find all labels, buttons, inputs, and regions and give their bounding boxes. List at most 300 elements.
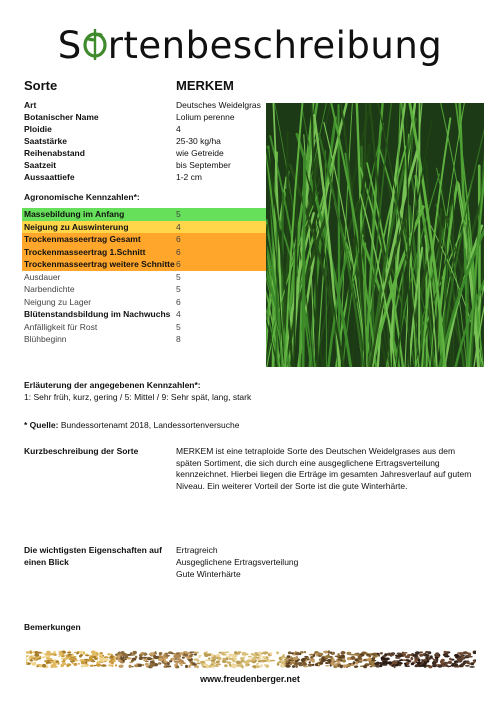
seed-grain [139, 657, 143, 660]
seed-grain [167, 662, 170, 665]
agronomic-value: 8 [176, 334, 181, 344]
seed-grain [325, 655, 330, 658]
property-row [24, 123, 264, 135]
property-row [24, 147, 264, 159]
seed-grain [153, 655, 156, 659]
seed-grain [216, 661, 220, 663]
seed-grain [67, 654, 72, 656]
seed-grain [75, 659, 77, 661]
seed-grain [198, 655, 200, 658]
seed-grain [76, 652, 79, 655]
agronomic-label: Massebildung im Anfang [24, 209, 125, 219]
seed-grain [33, 662, 36, 664]
seed-grain [250, 660, 253, 662]
seed-grain [232, 665, 237, 668]
seed-grain [466, 660, 470, 664]
seed-grain [145, 663, 149, 666]
seed-grain [258, 652, 262, 655]
seed-grain [100, 660, 105, 662]
seed-grain [91, 660, 95, 662]
seed-grain [52, 664, 56, 666]
seed-grain [107, 653, 111, 655]
seed-grain [201, 661, 205, 663]
seed-grain [151, 663, 155, 665]
seed-grain [454, 663, 458, 666]
seed-grain [402, 659, 406, 661]
seed-grain [176, 663, 178, 665]
seed-grain [445, 665, 449, 667]
agronomic-row [22, 283, 266, 296]
seed-grain [457, 657, 462, 660]
seed-grain [420, 665, 425, 667]
seed-grain [143, 659, 147, 662]
seed-grain [83, 665, 87, 667]
seed-grain [335, 656, 339, 658]
agronomic-row [22, 333, 266, 346]
agronomic-label: Narbendichte [24, 284, 75, 294]
property-label: Aussaattiefe [24, 172, 75, 182]
seed-grain [392, 653, 395, 655]
seed-grain [396, 657, 401, 658]
seed-grain [388, 661, 393, 664]
seed-grain [432, 661, 436, 665]
seed-grain [67, 652, 71, 654]
seed-strip-image [26, 648, 476, 670]
agronomic-table [22, 208, 266, 346]
seed-grain [63, 659, 66, 662]
short-description-text: MERKEM ist eine tetraploide Sorte des Deutschen Weidelgrases aus dem späten Sortiment, die sich durch eine ausgeglichene Ertragsverteilung kennzeichnet. Hierbei liegen die Erträge im gesamten Jahresverlauf auf gutem Niveau. Ein weiterer Vorteil der Sorte ist die gute Winterhärte. [176, 446, 472, 491]
seed-grain [174, 660, 179, 662]
seed-grain [66, 665, 69, 667]
seed-grain [189, 652, 194, 653]
seed-grain [218, 656, 220, 659]
seed-grain [234, 651, 237, 655]
seed-grain [101, 664, 107, 667]
seed-grain [406, 662, 409, 665]
agronomic-label: Neigung zu Auswinterung [24, 221, 129, 232]
seed-grain [152, 660, 155, 662]
seed-grain [99, 658, 104, 661]
seed-grain [132, 651, 137, 655]
seed-grain [384, 654, 387, 656]
agronomic-row [22, 321, 266, 334]
agronomic-value: 6 [176, 259, 181, 269]
seed-grain [331, 653, 334, 655]
agronomic-label: Neigung zu Lager [24, 296, 92, 307]
seed-grain [44, 660, 47, 662]
seed-grain [375, 664, 380, 667]
seed-grain [256, 654, 260, 656]
seed-grain [185, 665, 188, 668]
seed-grain [124, 654, 128, 657]
seed-grain [178, 658, 181, 660]
seed-grain [59, 653, 64, 655]
seed-grain [81, 661, 85, 664]
seed-grain [261, 661, 264, 663]
remarks-heading: Bemerkungen [24, 622, 81, 632]
seed-grain [261, 664, 263, 667]
seed-grain [188, 665, 190, 668]
seed-grain [295, 665, 298, 668]
seed-grain [120, 658, 124, 661]
legend-heading: Erläuterung der angegebenen Kennzahlen*: [24, 380, 201, 390]
seed-grain [458, 655, 460, 657]
page-title [0, 24, 500, 67]
seed-grain [337, 662, 341, 664]
seed-grain [325, 662, 329, 664]
seed-grain [435, 652, 439, 655]
seed-grain [226, 656, 231, 658]
property-value: Deutsches Weidelgras [176, 100, 261, 110]
seed-grain [72, 663, 75, 665]
seed-grain [394, 666, 396, 669]
seed-grain [440, 660, 443, 663]
seed-grain [473, 651, 476, 655]
seed-grain [35, 651, 39, 654]
seed-grain [177, 654, 181, 657]
seed-grain [393, 662, 397, 664]
agronomic-row [22, 221, 266, 234]
seed-grain [413, 654, 418, 657]
seed-grain [236, 661, 241, 664]
seed-grain [337, 653, 340, 655]
property-value: bis September [176, 160, 231, 170]
seed-grain [248, 659, 253, 660]
seed-grain [30, 662, 33, 664]
property-label: Saatstärke [24, 136, 68, 146]
seed-grain [468, 653, 471, 657]
agronomic-label: Trockenmasseertrag 1.Schnitt [24, 246, 146, 257]
seed-logo-icon [82, 27, 108, 61]
seed-grain [100, 652, 103, 654]
sorte-label: Sorte [24, 78, 58, 93]
seed-grain [309, 661, 311, 663]
seed-grain [120, 665, 124, 667]
seed-grain [363, 665, 367, 668]
seed-grain [74, 652, 76, 653]
agronomic-label: Ausdauer [24, 271, 61, 282]
seed-grain [309, 654, 314, 656]
seed-grain [433, 659, 437, 660]
seed-grain [435, 657, 439, 660]
property-label: Botanischer Name [24, 112, 99, 122]
seed-grain [450, 665, 455, 666]
seed-grain [168, 651, 173, 654]
seed-grain [80, 654, 83, 656]
seed-grain [203, 664, 208, 667]
grass-image [266, 103, 484, 367]
seed-grain [256, 657, 260, 658]
seed-grain [50, 661, 53, 662]
seed-grain [197, 666, 199, 669]
seed-grain [303, 666, 308, 667]
seed-grain [358, 655, 362, 659]
agronomic-heading: Agronomische Kennzahlen*: [24, 192, 140, 202]
seed-grain [209, 665, 212, 668]
seed-grain [211, 662, 216, 665]
seed-grain [58, 656, 60, 657]
agronomic-row [22, 296, 266, 309]
seed-grain [141, 652, 145, 655]
seed-grain [302, 658, 306, 661]
seed-grain [291, 661, 293, 663]
seed-grain [378, 654, 380, 656]
property-value: 4 [176, 124, 181, 134]
seed-grain [34, 659, 37, 661]
seed-grain [248, 656, 252, 658]
seed-grain [371, 663, 375, 666]
agronomic-label: Blütenstandsbildung im Nachwuchs [24, 309, 171, 319]
seed-grain [243, 655, 246, 657]
seed-grain [192, 663, 197, 665]
seed-grain [137, 664, 142, 667]
seed-grain [380, 652, 383, 654]
seed-grain [215, 665, 219, 667]
seed-grain [328, 650, 330, 654]
seed-grain [354, 653, 359, 655]
seed-grain [270, 660, 275, 662]
seed-grain [211, 654, 214, 657]
website-link[interactable]: www.freudenberger.net [200, 674, 300, 684]
seed-grain [132, 658, 136, 661]
seed-grain [405, 665, 410, 667]
seed-grain [111, 665, 113, 667]
seed-grain [234, 664, 238, 666]
seed-grain [58, 651, 62, 653]
seed-grain [419, 653, 423, 656]
property-row [24, 99, 264, 111]
seed-grain [182, 657, 185, 659]
page-title-start: S [57, 24, 82, 67]
seed-grain [197, 660, 200, 662]
seed-grain [181, 665, 183, 667]
seed-grain [308, 664, 312, 667]
seed-grain [131, 666, 134, 667]
seed-grain [444, 662, 448, 665]
seed-grain [83, 651, 85, 654]
agronomic-value: 4 [176, 309, 181, 319]
seed-grain [130, 652, 132, 654]
seed-grain [26, 658, 28, 661]
seed-grain [316, 653, 318, 657]
seed-grain [282, 656, 285, 657]
seed-grain [473, 660, 475, 663]
seed-grain [30, 659, 33, 661]
seed-grain [104, 659, 110, 661]
seed-grain [469, 666, 474, 668]
agronomic-value: 5 [176, 321, 181, 332]
seed-grain [400, 662, 403, 664]
agronomic-label: Trockenmasseertrag weitere Schnitte [24, 259, 175, 269]
seed-grain [158, 658, 164, 661]
seed-grain [263, 651, 268, 654]
seed-grain [237, 651, 241, 653]
seed-grain [224, 664, 228, 667]
seed-grain [415, 652, 421, 654]
seed-grain [292, 665, 295, 668]
seed-grain [42, 656, 45, 658]
seed-grain [142, 664, 144, 666]
seed-grain [32, 652, 34, 654]
agronomic-label: Blühbeginn [24, 334, 67, 344]
seed-grain [411, 663, 414, 665]
seed-grain [312, 660, 315, 663]
grass-blade [276, 221, 277, 367]
property-value: wie Getreide [176, 148, 224, 158]
seed-grain [339, 657, 344, 659]
seed-grain [351, 656, 356, 660]
seed-grain [428, 651, 432, 654]
seed-grain [81, 665, 84, 667]
seed-grain [34, 654, 39, 657]
seed-grain [288, 652, 291, 655]
seed-grain [266, 659, 269, 660]
seed-grain [348, 663, 352, 664]
seed-grain [208, 658, 210, 660]
property-label: Art [24, 100, 37, 110]
seed-grain [51, 653, 54, 655]
agronomic-row [22, 208, 266, 221]
seed-grain [428, 665, 432, 668]
seed-grain [330, 657, 334, 659]
seed-grain [186, 657, 191, 659]
seed-grain [270, 652, 273, 654]
property-label: Saatzeit [24, 160, 57, 170]
seed-grain [175, 658, 178, 660]
property-value: 25-30 kg/ha [176, 136, 221, 146]
seed-grain [245, 665, 249, 667]
seed-grain [159, 652, 162, 655]
seed-grain [464, 657, 469, 658]
seed-grain [410, 657, 413, 660]
seed-grain [37, 666, 39, 668]
seed-grain [415, 665, 419, 667]
seed-grain [443, 653, 448, 656]
seed-grain [281, 664, 285, 667]
seed-grain [325, 665, 329, 666]
seed-grain [444, 651, 447, 654]
source-note [24, 420, 239, 430]
agronomic-value: 6 [176, 246, 181, 257]
seed-grain [295, 652, 300, 655]
seed-grain [241, 659, 245, 662]
seed-grain [421, 659, 424, 661]
seed-grain [64, 657, 68, 660]
grass-blade [338, 105, 339, 367]
seed-grain [84, 659, 88, 661]
seed-grain [355, 659, 359, 662]
seed-grain [354, 666, 358, 668]
seed-grain [424, 659, 427, 661]
seed-grain [312, 664, 315, 666]
seed-grain [75, 663, 77, 665]
seed-grain [164, 666, 166, 668]
seed-grain [96, 662, 98, 664]
seed-grain [228, 654, 233, 657]
seed-grain [42, 664, 46, 667]
seed-grain [342, 665, 347, 668]
seed-grain [242, 665, 244, 668]
seed-grain [225, 657, 228, 660]
seed-grain [424, 654, 429, 657]
seed-grain [206, 651, 208, 653]
seed-grain [115, 664, 117, 666]
seed-grain [383, 658, 387, 660]
seed-grain [181, 660, 184, 662]
seed-grain [95, 654, 98, 657]
key-properties-list [176, 544, 298, 580]
seed-grain [164, 660, 167, 663]
seed-grain [449, 658, 452, 661]
seed-grain [226, 661, 228, 663]
seed-grain [109, 660, 113, 662]
seed-grain [465, 665, 470, 667]
seed-grain [459, 665, 462, 667]
seed-grain [418, 659, 421, 662]
source-label: * Quelle: [24, 420, 59, 430]
seed-grain [347, 652, 352, 654]
seed-grain [197, 663, 201, 665]
seed-grain [266, 657, 268, 658]
seed-grain [353, 661, 356, 664]
key-property-item: Ertragreich [176, 545, 218, 555]
seed-grain [196, 652, 199, 654]
seed-grain [60, 664, 64, 668]
seed-grain [459, 652, 464, 655]
seed-grain [281, 660, 285, 664]
seed-grain [216, 663, 221, 665]
seed-grain [38, 658, 40, 660]
short-description-heading: Kurzbeschreibung der Sorte [24, 446, 139, 456]
agronomic-row [22, 308, 266, 321]
property-table [24, 99, 264, 183]
seed-grain [277, 663, 280, 666]
seed-grain [265, 665, 269, 668]
seed-grain [96, 657, 99, 659]
seed-grain [126, 657, 132, 659]
seed-grain [356, 661, 359, 665]
seed-grain [327, 659, 331, 662]
seed-grain [376, 662, 379, 665]
seed-grain [414, 659, 417, 662]
seed-grain [117, 655, 121, 658]
seed-grain [56, 660, 59, 663]
seed-grain [372, 653, 377, 655]
seed-grain [463, 661, 466, 664]
seed-grain [360, 661, 363, 662]
seed-grain [285, 665, 290, 668]
property-label: Reihenabstand [24, 148, 85, 158]
key-property-item: Ausgeglichene Ertragsverteilung [176, 557, 299, 567]
seed-grain [211, 659, 215, 662]
seed-grain [256, 663, 259, 665]
sorte-value: MERKEM [176, 78, 234, 93]
agronomic-row [22, 258, 266, 271]
legend-text: 1: Sehr früh, kurz, gering / 5: Mittel / 9: Sehr spät, lang, stark [24, 392, 252, 402]
seed-grain [108, 664, 111, 666]
seed-grain [387, 653, 393, 656]
seed-grain [366, 658, 371, 661]
seed-grain [253, 665, 256, 668]
agronomic-value: 6 [176, 234, 181, 244]
agronomic-value: 4 [176, 221, 181, 232]
seed-grain [104, 656, 109, 658]
seed-grain [307, 657, 310, 659]
seed-grain [317, 662, 319, 664]
seed-grain [164, 654, 166, 656]
seed-grain [161, 657, 165, 658]
seed-grain [204, 654, 208, 657]
